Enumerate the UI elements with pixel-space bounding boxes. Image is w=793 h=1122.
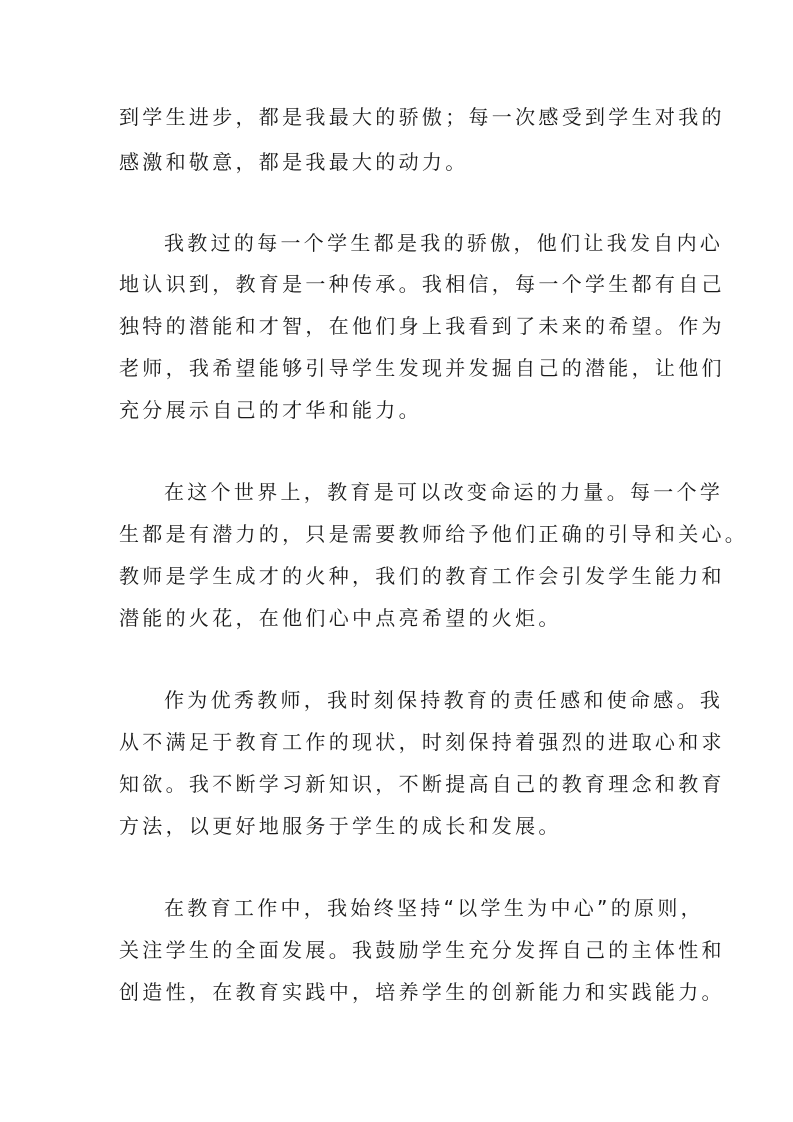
paragraph-3-line-2: 生都是有潜力的，只是需要教师给予他们正确的引导和关心。 — [119, 522, 749, 546]
paragraph-4-line-4: 方法，以更好地服务于学生的成长和发展。 — [119, 814, 562, 838]
paragraph-5-line-3: 创造性，在教育实践中，培养学生的创新能力和实践能力。 — [119, 980, 725, 1004]
paragraph-1-line-2: 感激和敬意，都是我最大的动力。 — [119, 150, 469, 174]
paragraph-3-line-4: 潜能的火花，在他们心中点亮希望的火炬。 — [119, 606, 562, 630]
paragraph-2-line-1: 我教过的每一个学生都是我的骄傲，他们让我发自内心 — [164, 231, 724, 255]
paragraph-4-line-1: 作为优秀教师，我时刻保持教育的责任感和使命感。我 — [164, 688, 724, 712]
paragraph-3-line-3: 教师是学生成才的火种，我们的教育工作会引发学生能力和 — [119, 564, 725, 588]
paragraph-2-line-5: 充分展示自己的才华和能力。 — [119, 398, 422, 422]
paragraph-2-line-4: 老师，我希望能够引导学生发现并发掘自己的潜能，让他们 — [119, 356, 725, 380]
paragraph-2-line-3: 独特的潜能和才智，在他们身上我看到了未来的希望。作为 — [119, 314, 725, 338]
paragraph-5-line-2: 关注学生的全面发展。我鼓励学生充分发挥自己的主体性和 — [119, 938, 725, 962]
paragraph-4-line-3: 知欲。我不断学习新知识，不断提高自己的教育理念和教育 — [119, 772, 725, 796]
paragraph-4-line-2: 从不满足于教育工作的现状，时刻保持着强烈的进取心和求 — [119, 730, 725, 754]
paragraph-3-line-1: 在这个世界上，教育是可以改变命运的力量。每一个学 — [164, 480, 724, 504]
paragraph-5-line-1: 在教育工作中，我始终坚持“以学生为中心”的原则， — [164, 896, 704, 920]
paragraph-2-line-2: 地认识到，教育是一种传承。我相信，每一个学生都有自己 — [119, 272, 725, 296]
paragraph-1-line-1: 到学生进步，都是我最大的骄傲；每一次感受到学生对我的 — [119, 105, 725, 129]
